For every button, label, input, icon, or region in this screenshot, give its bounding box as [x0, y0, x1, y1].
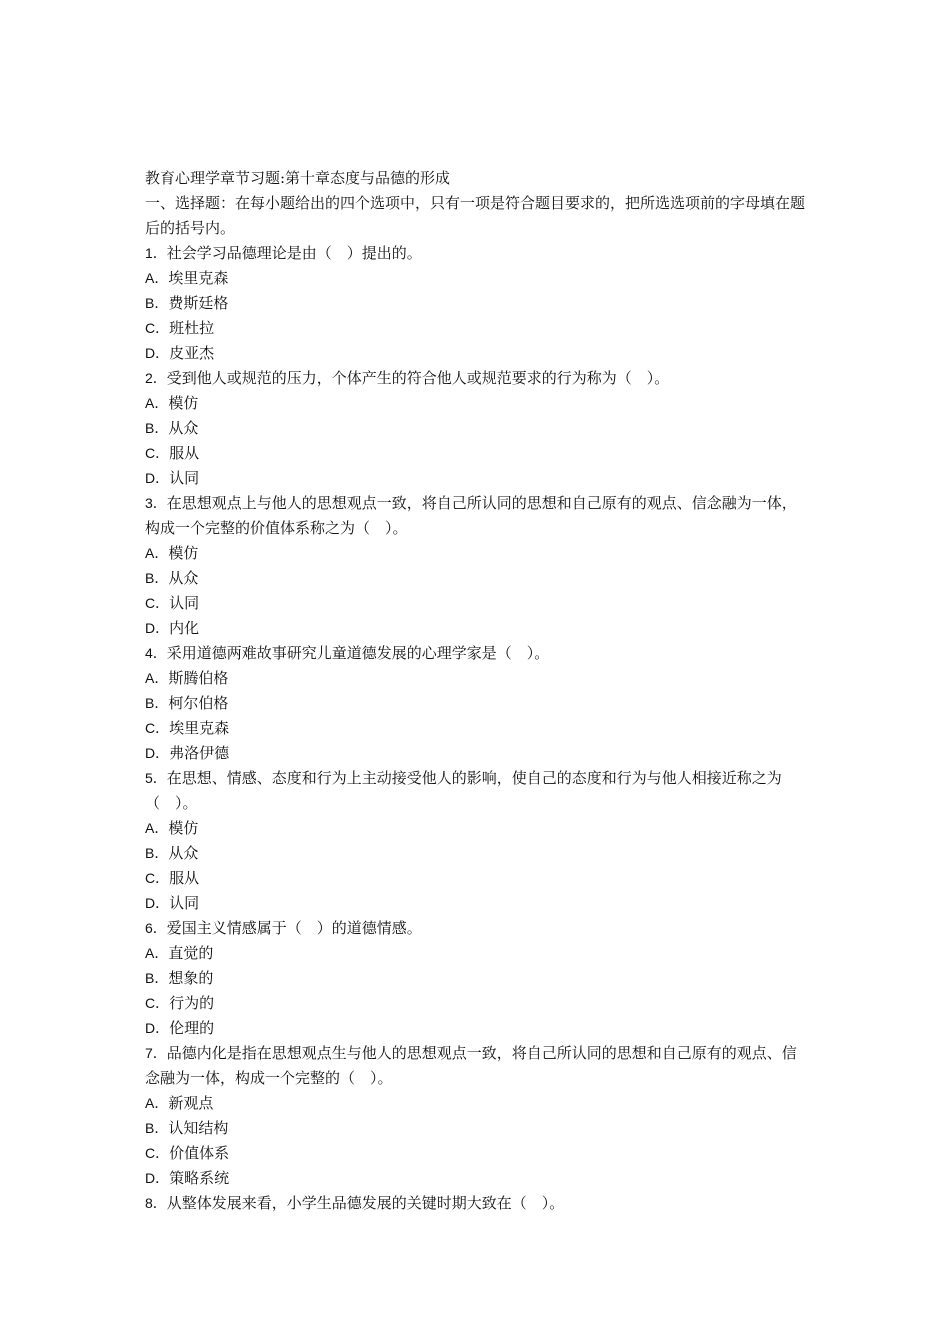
option-text: 认同 [169, 594, 200, 612]
question-stem [145, 1041, 810, 1091]
question-stem [145, 1191, 810, 1216]
question-text: 采用道德两难故事研究儿童道德发展的心理学家是（ ）。 [166, 644, 550, 662]
answer-option [145, 741, 810, 766]
question-number: 4． [145, 645, 167, 661]
option-letter: C． [145, 870, 170, 886]
option-text: 价值体系 [169, 1144, 230, 1162]
answer-option [145, 1116, 810, 1141]
option-text: 模仿 [168, 819, 199, 837]
question-text: 社会学习品德理论是由（ ）提出的。 [166, 244, 422, 262]
section-heading: 一、选择题：在每小题给出的四个选项中，只有一项是符合题目要求的，把所选选项前的字母填在题后的括号内。 [145, 194, 806, 237]
option-letter: C． [145, 595, 170, 611]
question-stem [145, 916, 810, 941]
option-letter: C． [145, 445, 170, 461]
question-text: 品德内化是指在思想观点生与他人的思想观点一致，将自己所认同的思想和自己原有的观点、信念融为一体，构成一个完整的（ ）。 [145, 1044, 797, 1087]
answer-option [145, 666, 810, 691]
answer-option [145, 341, 810, 366]
question-stem [145, 491, 810, 541]
option-text: 模仿 [168, 394, 199, 412]
question-item [145, 366, 810, 491]
answer-option [145, 841, 810, 866]
option-text: 服从 [169, 444, 200, 462]
answer-option [145, 716, 810, 741]
answer-option [145, 991, 810, 1016]
question-text: 爱国主义情感属于（ ）的道德情感。 [166, 919, 422, 937]
answer-option [145, 691, 810, 716]
question-list [145, 241, 810, 1216]
option-letter: D． [145, 620, 170, 636]
option-text: 新观点 [168, 1094, 214, 1112]
option-text: 斯腾伯格 [168, 669, 229, 687]
option-letter: D． [145, 470, 170, 486]
option-letter: C． [145, 720, 170, 736]
option-letter: B． [145, 570, 169, 586]
question-text: 在思想观点上与他人的思想观点一致，将自己所认同的思想和自己原有的观点、信念融为一体，构成一个完整的价值体系称之为（ ）。 [145, 494, 797, 537]
option-letter: A． [145, 670, 169, 686]
option-letter: A． [145, 1095, 169, 1111]
option-letter: D． [145, 1170, 170, 1186]
option-text: 从众 [168, 419, 199, 437]
question-number: 6． [145, 920, 167, 936]
question-item [145, 766, 810, 916]
question-stem [145, 766, 810, 816]
option-letter: C． [145, 995, 170, 1011]
answer-option [145, 1166, 810, 1191]
question-text: 在思想、情感、态度和行为上主动接受他人的影响，使自己的态度和行为与他人相接近称之为（ ）。 [145, 769, 782, 812]
answer-option [145, 316, 810, 341]
answer-option [145, 466, 810, 491]
question-stem [145, 241, 810, 266]
question-number: 5． [145, 770, 167, 786]
question-number: 7． [145, 1045, 167, 1061]
option-text: 皮亚杰 [169, 344, 215, 362]
option-letter: C． [145, 1145, 170, 1161]
option-text: 模仿 [168, 544, 199, 562]
option-text: 埃里克森 [169, 719, 230, 737]
answer-option [145, 391, 810, 416]
option-text: 埃里克森 [168, 269, 229, 287]
option-letter: B． [145, 970, 169, 986]
option-text: 班杜拉 [169, 319, 215, 337]
option-letter: A． [145, 820, 169, 836]
answer-option [145, 266, 810, 291]
question-number: 2． [145, 370, 167, 386]
option-text: 想象的 [168, 969, 214, 987]
question-item [145, 241, 810, 366]
question-item [145, 916, 810, 1041]
question-number: 1． [145, 245, 167, 261]
answer-option [145, 441, 810, 466]
option-text: 内化 [169, 619, 200, 637]
answer-option [145, 816, 810, 841]
option-text: 从众 [168, 569, 199, 587]
option-letter: D． [145, 895, 170, 911]
option-letter: D． [145, 345, 170, 361]
option-text: 伦理的 [169, 1019, 215, 1037]
option-letter: A． [145, 945, 169, 961]
answer-option [145, 966, 810, 991]
document-body [145, 166, 810, 1216]
answer-option [145, 541, 810, 566]
option-letter: B． [145, 295, 169, 311]
question-item [145, 1191, 810, 1216]
answer-option [145, 1016, 810, 1041]
answer-option [145, 1091, 810, 1116]
option-letter: C． [145, 320, 170, 336]
document-title: 教育心理学章节习题:第十章态度与品德的形成 [145, 169, 451, 187]
question-item [145, 641, 810, 766]
answer-option [145, 591, 810, 616]
option-text: 弗洛伊德 [169, 744, 230, 762]
question-item [145, 1041, 810, 1191]
option-text: 直觉的 [168, 944, 214, 962]
option-letter: B． [145, 695, 169, 711]
answer-option [145, 616, 810, 641]
option-text: 认同 [169, 469, 200, 487]
option-text: 从众 [168, 844, 199, 862]
option-letter: D． [145, 745, 170, 761]
option-text: 柯尔伯格 [168, 694, 229, 712]
option-letter: A． [145, 270, 169, 286]
option-text: 策略系统 [169, 1169, 230, 1187]
answer-option [145, 891, 810, 916]
option-text: 行为的 [169, 994, 215, 1012]
answer-option [145, 866, 810, 891]
question-stem [145, 641, 810, 666]
option-text: 认同 [169, 894, 200, 912]
question-item [145, 491, 810, 641]
question-number: 3． [145, 495, 167, 511]
option-text: 费斯廷格 [168, 294, 229, 312]
option-letter: A． [145, 395, 169, 411]
question-stem [145, 366, 810, 391]
answer-option [145, 416, 810, 441]
option-letter: D． [145, 1020, 170, 1036]
question-number: 8． [145, 1195, 167, 1211]
option-text: 认知结构 [168, 1119, 229, 1137]
option-letter: B． [145, 845, 169, 861]
option-text: 服从 [169, 869, 200, 887]
answer-option [145, 291, 810, 316]
answer-option [145, 1141, 810, 1166]
option-letter: B． [145, 420, 169, 436]
question-text: 受到他人或规范的压力，个体产生的符合他人或规范要求的行为称为（ ）。 [166, 369, 670, 387]
option-letter: B． [145, 1120, 169, 1136]
question-text: 从整体发展来看，小学生品德发展的关键时期大致在（ ）。 [166, 1194, 565, 1212]
answer-option [145, 941, 810, 966]
answer-option [145, 566, 810, 591]
option-letter: A． [145, 545, 169, 561]
